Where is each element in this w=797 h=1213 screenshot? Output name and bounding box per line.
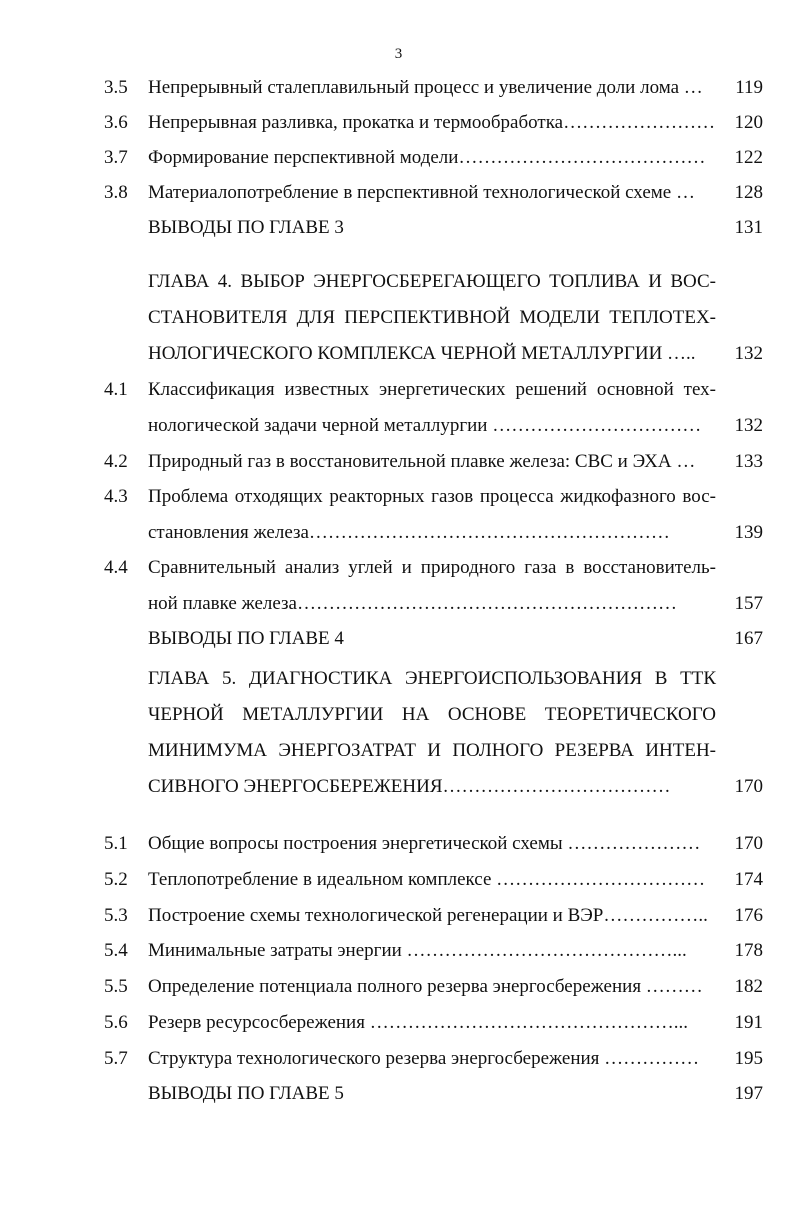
section-number: 5.4 [104,940,128,961]
toc-entry-5-1 [0,826,797,862]
section-title: Построение схемы технологической регенерации и ВЭР…………….. [148,905,708,926]
section-title: Резерв ресурсосбережения …………………………………………... [148,1012,688,1033]
toc-entry-5-4 [0,933,797,969]
page-ref: 132 [734,415,763,436]
section-number: 5.5 [104,976,128,997]
page-ref-row [0,336,797,372]
chapter-title-line: СТАНОВИТЕЛЯ ДЛЯ ПЕРСПЕКТИВНОЙ МОДЕЛИ ТЕПЛОТЕХ- [148,307,716,328]
chapter-title-line: МИНИМУМА ЭНЕРГОЗАТРАТ И ПОЛНОГО РЕЗЕРВА ИНТЕН- [148,740,716,761]
section-title: Непрерывная разливка, прокатка и термообработка…………………… [148,112,716,133]
section-title: Природный газ в восстановительной плавке железа: СВС и ЭХА … [148,451,696,472]
section-number: 5.2 [104,869,128,890]
section-title-line: ной плавке железа…………………………………………………… [148,593,677,614]
page-ref: 174 [734,869,763,890]
section-title: Минимальные затраты энергии ……………………………………... [148,940,687,961]
toc-entry-3-8 [0,175,797,211]
page-ref: 157 [734,593,763,614]
section-title: Определение потенциала полного резерва энергосбережения ……… [148,976,703,997]
section-number: 3.8 [104,182,128,203]
page-ref: 176 [734,905,763,926]
section-number: 4.3 [104,486,128,507]
page-ref: 191 [734,1012,763,1033]
section-title-line: Проблема отходящих реакторных газов процесса жидкофазного вос- [148,486,716,507]
toc-entry-3-7 [0,140,797,176]
section-number: 3.6 [104,112,128,133]
section-title: Структура технологического резерва энергосбережения …………… [148,1048,700,1069]
section-number: 5.1 [104,833,128,854]
section-title-line: становления железа………………………………………………… [148,522,670,543]
chapter-title-line: ГЛАВА 4. ВЫБОР ЭНЕРГОСБЕРЕГАЮЩЕГО ТОПЛИВА И ВОС- [148,271,716,292]
section-number: 3.5 [104,77,128,98]
chapter-title-line: СИВНОГО ЭНЕРГОСБЕРЕЖЕНИЯ……………………………… [148,776,671,797]
page-ref-row [0,586,797,622]
page-ref: 195 [734,1048,763,1069]
section-number: 4.2 [104,451,128,472]
toc-entry-3-5 [0,70,797,106]
chapter-title-line: ЧЕРНОЙ МЕТАЛЛУРГИИ НА ОСНОВЕ ТЕОРЕТИЧЕСКОГО [148,704,716,725]
page-ref: 128 [734,182,763,203]
page-ref: 170 [734,776,763,797]
chapter-title-line: НОЛОГИЧЕСКОГО КОМПЛЕКСА ЧЕРНОЙ МЕТАЛЛУРГИИ ….. [148,343,696,364]
section-title-line: нологической задачи черной металлургии …………………………… [148,415,702,436]
section-title: ВЫВОДЫ ПО ГЛАВЕ 5 [148,1083,344,1104]
section-number: 5.3 [104,905,128,926]
section-number: 3.7 [104,147,128,168]
page-ref: 119 [735,77,763,98]
section-number: 4.1 [104,379,128,400]
page-ref: 120 [734,112,763,133]
toc-entry-5-3 [0,898,797,934]
toc-entry-5-7 [0,1041,797,1077]
page-ref: 133 [734,451,763,472]
section-title: Общие вопросы построения энергетической схемы ………………… [148,833,701,854]
page-ref: 167 [734,628,763,649]
section-title: Теплопотребление в идеальном комплексе …………………………… [148,869,706,890]
section-title-line: Сравнительный анализ углей и природного газа в восстановитель- [148,557,716,578]
page-ref-row [0,408,797,444]
page-ref-row [0,515,797,551]
page-ref: 139 [734,522,763,543]
page-ref: 131 [734,217,763,238]
section-title: Материалопотребление в перспективной технологической схеме … [148,182,695,203]
section-number: 4.4 [104,557,128,578]
toc-entry-5-2 [0,862,797,898]
toc-entry-4-2 [0,444,797,480]
section-title: Непрерывный сталеплавильный процесс и увеличение доли лома … [148,77,703,98]
page-ref: 182 [734,976,763,997]
page-number: 3 [394,46,403,62]
page-ref: 197 [734,1083,763,1104]
page-ref: 178 [734,940,763,961]
toc-entry-3-6 [0,105,797,141]
toc-entry-5-6 [0,1005,797,1041]
section-title: Формирование перспективной модели………………………………… [148,147,706,168]
toc-entry-conclusions-3 [0,210,797,246]
toc-entry-conclusions-5 [0,1076,797,1112]
toc-entry-5-5 [0,969,797,1005]
page-ref-row [0,769,797,805]
toc-entry-conclusions-4 [0,621,797,657]
section-title: ВЫВОДЫ ПО ГЛАВЕ 3 [148,217,344,238]
section-number: 5.6 [104,1012,128,1033]
page-ref: 132 [734,343,763,364]
section-number: 5.7 [104,1048,128,1069]
chapter-title-line: ГЛАВА 5. ДИАГНОСТИКА ЭНЕРГОИСПОЛЬЗОВАНИЯ В ТТК [148,668,716,689]
section-title: ВЫВОДЫ ПО ГЛАВЕ 4 [148,628,344,649]
page-ref: 170 [734,833,763,854]
section-title-line: Классификация известных энергетических решений основной тех- [148,379,716,400]
page-ref: 122 [734,147,763,168]
